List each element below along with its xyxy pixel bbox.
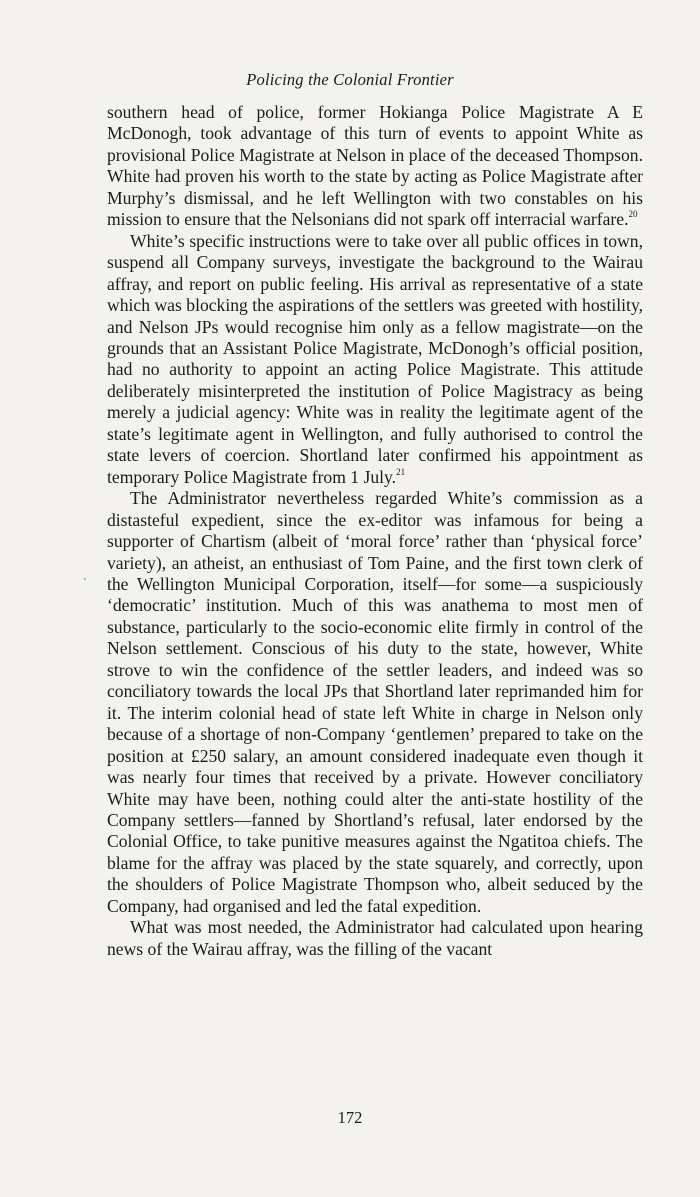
paragraph-text: What was most needed, the Administrator had calculated upon hearing news of the Wairau affray, was the filling of the vacant (107, 917, 643, 959)
footnote-ref-20: 20 (628, 209, 638, 220)
paragraph-text: southern head of police, former Hokianga Police Magistrate A E McDonogh, took advantage of this turn of events to appoint White as provisional Police Magistrate at Nelson in place of the deceased Thompson. White had proven his worth to the state by acting as Police Magistrate after Murphy’s dismissal, and he left Wellington with two constables on his mission to ensure that the Nelsonians did not spark off interracial warfare. (107, 102, 643, 230)
running-head: Policing the Colonial Frontier (246, 70, 454, 89)
paragraph-3 (107, 488, 643, 917)
body-text (107, 102, 643, 960)
footnote-ref-21: 21 (396, 466, 406, 477)
paragraph-text: White’s specific instructions were to take over all public offices in town, suspend all Company surveys, investigate the background to the Wairau affray, and report on public feeling. His arrival as representative of a state which was blocking the aspirations of the settlers was greeted with hostility, and Nelson JPs would recognise him only as a fellow magistrate—on the grounds that an Assistant Police Magistrate, McDonogh’s official position, had no authority to appoint an acting Police Magistrate. This attitude deliberately misinterpreted the institution of Police Magistracy as being merely a judicial agency: White was in reality the legitimate agent of the state’s legitimate agent in Wellington, and fully authorised to control the state levers of coercion. Shortland later confirmed his appointment as temporary Police Magistrate from 1 July. (107, 230, 643, 487)
paragraph-text: The Administrator nevertheless regarded White’s commission as a distasteful expedient, since the ex-editor was infamous for being a supporter of Chartism (albeit of ‘moral force’ rather than ‘physical force’ variety), an atheist, an enthusiast of Tom Paine, and the first town clerk of the Wellington Municipal Corporation, itself—for some—a suspiciously ‘democratic’ institution. Much of this was anathema to most men of substance, particularly to the socio-economic elite firmly in control of the Nelson settlement. Conscious of his duty to the state, however, White strove to win the confidence of the settler leaders, and indeed was so conciliatory towards the local JPs that Shortland later reprimanded him for it. The interim colonial head of state left White in charge in Nelson only because of a shortage of non-Company ‘gentlemen’ prepared to take on the position at £250 salary, an amount considered inadequate even though it was nearly four times that received by a private. However conciliatory White may have been, nothing could alter the anti-state hostility of the Company settlers—fanned by Shortland’s refusal, later endorsed by the Colonial Office, to take punitive measures against the Ngatitoa chiefs. The blame for the affray was placed by the state squarely, and correctly, upon the shoulders of Police Magistrate Thompson who, albeit seduced by the Company, had organised and led the fatal expedition. (107, 488, 643, 916)
paragraph-4 (107, 917, 643, 960)
page-number: 172 (337, 1108, 363, 1127)
paragraph-2 (107, 231, 643, 488)
paragraph-1 (107, 102, 643, 231)
margin-mark (84, 578, 86, 580)
